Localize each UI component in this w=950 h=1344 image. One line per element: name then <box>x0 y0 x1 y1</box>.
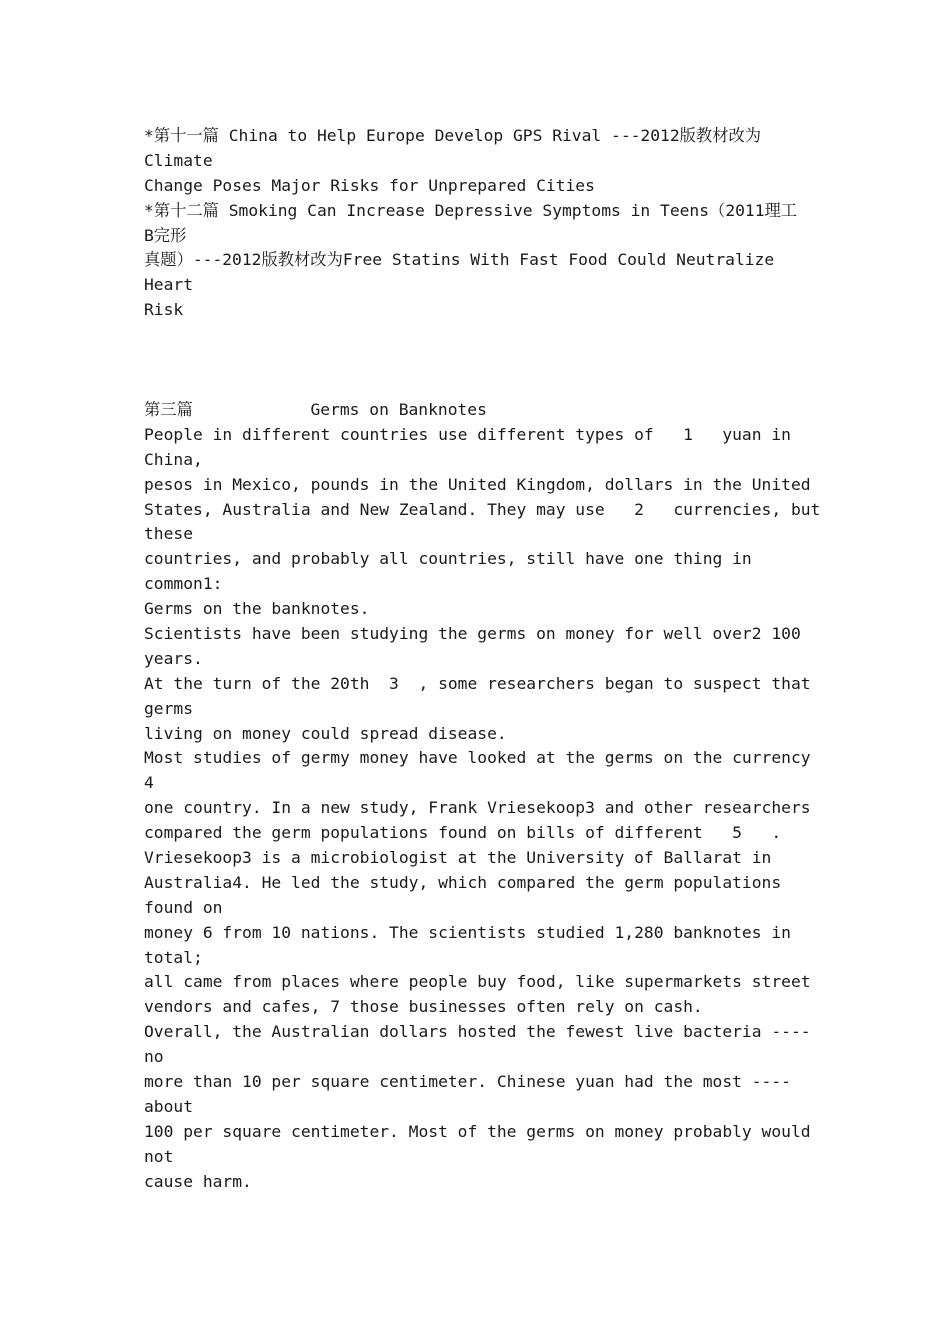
article-line: 4 <box>144 773 154 793</box>
article-line: 100 per square centimeter. Most of the germs on money probably would <box>144 1121 811 1141</box>
index-line: Change Poses Major Risks for Unprepared Cities <box>144 175 595 195</box>
article-line: Australia4. He led the study, which compared the germ populations <box>144 872 782 892</box>
article-line: Most studies of germy money have looked at the germs on the currency <box>144 748 811 768</box>
index-line: B完形 <box>144 225 187 245</box>
article-line: common1: <box>144 574 223 594</box>
article-line: cause harm. <box>144 1171 252 1191</box>
article-line: found on <box>144 897 223 917</box>
article-line: Vriesekoop3 is a microbiologist at the University of Ballarat in <box>144 848 772 868</box>
article-line: States, Australia and New Zealand. They may use 2 currencies, but <box>144 499 821 519</box>
article-line: compared the germ populations found on bills of different 5 . <box>144 823 782 843</box>
article-line: these <box>144 524 194 544</box>
index-line: Risk <box>144 300 184 320</box>
article-line: total; <box>144 947 203 967</box>
index-line: Heart <box>144 275 194 295</box>
article-line: countries, and probably all countries, still have one thing in <box>144 549 752 569</box>
index-section <box>144 124 844 323</box>
article-line: living on money could spread disease. <box>144 723 507 743</box>
article-line: no <box>144 1047 164 1067</box>
article-line: People in different countries use different types of 1 yuan in <box>144 424 791 444</box>
article-line: pesos in Mexico, pounds in the United Kingdom, dollars in the United <box>144 474 811 494</box>
article-line: At the turn of the 20th 3 , some researchers began to suspect that <box>144 673 811 693</box>
article-line: Overall, the Australian dollars hosted the fewest live bacteria ---- <box>144 1022 811 1042</box>
index-line: *第十一篇 China to Help Europe Develop GPS Rival ---2012版教材改为 <box>144 126 762 145</box>
article-line: more than 10 per square centimeter. Chinese yuan had the most ---- <box>144 1072 791 1092</box>
index-line: 真题）---2012版教材改为Free Statins With Fast Food Could Neutralize <box>144 250 775 270</box>
article-line: about <box>144 1096 194 1116</box>
index-line: *第十二篇 Smoking Can Increase Depressive Symptoms in Teens（2011理工 <box>144 200 798 220</box>
article-line: germs <box>144 698 194 718</box>
article-line: one country. In a new study, Frank Vriesekoop3 and other researchers <box>144 798 811 818</box>
index-line: Climate <box>144 150 213 170</box>
article-line: money 6 from 10 nations. The scientists studied 1,280 banknotes in <box>144 922 791 942</box>
article-line: not <box>144 1146 174 1166</box>
article-line: years. <box>144 648 203 668</box>
article-line: vendors and cafes, 7 those businesses often rely on cash. <box>144 997 703 1017</box>
article-line: Scientists have been studying the germs on money for well over2 100 <box>144 624 801 644</box>
article-section <box>144 398 844 1195</box>
article-line: China, <box>144 449 203 469</box>
article-line: Germs on the banknotes. <box>144 599 370 619</box>
article-heading: 第三篇 Germs on Banknotes <box>144 400 487 419</box>
article-line: all came from places where people buy food, like supermarkets street <box>144 972 811 992</box>
